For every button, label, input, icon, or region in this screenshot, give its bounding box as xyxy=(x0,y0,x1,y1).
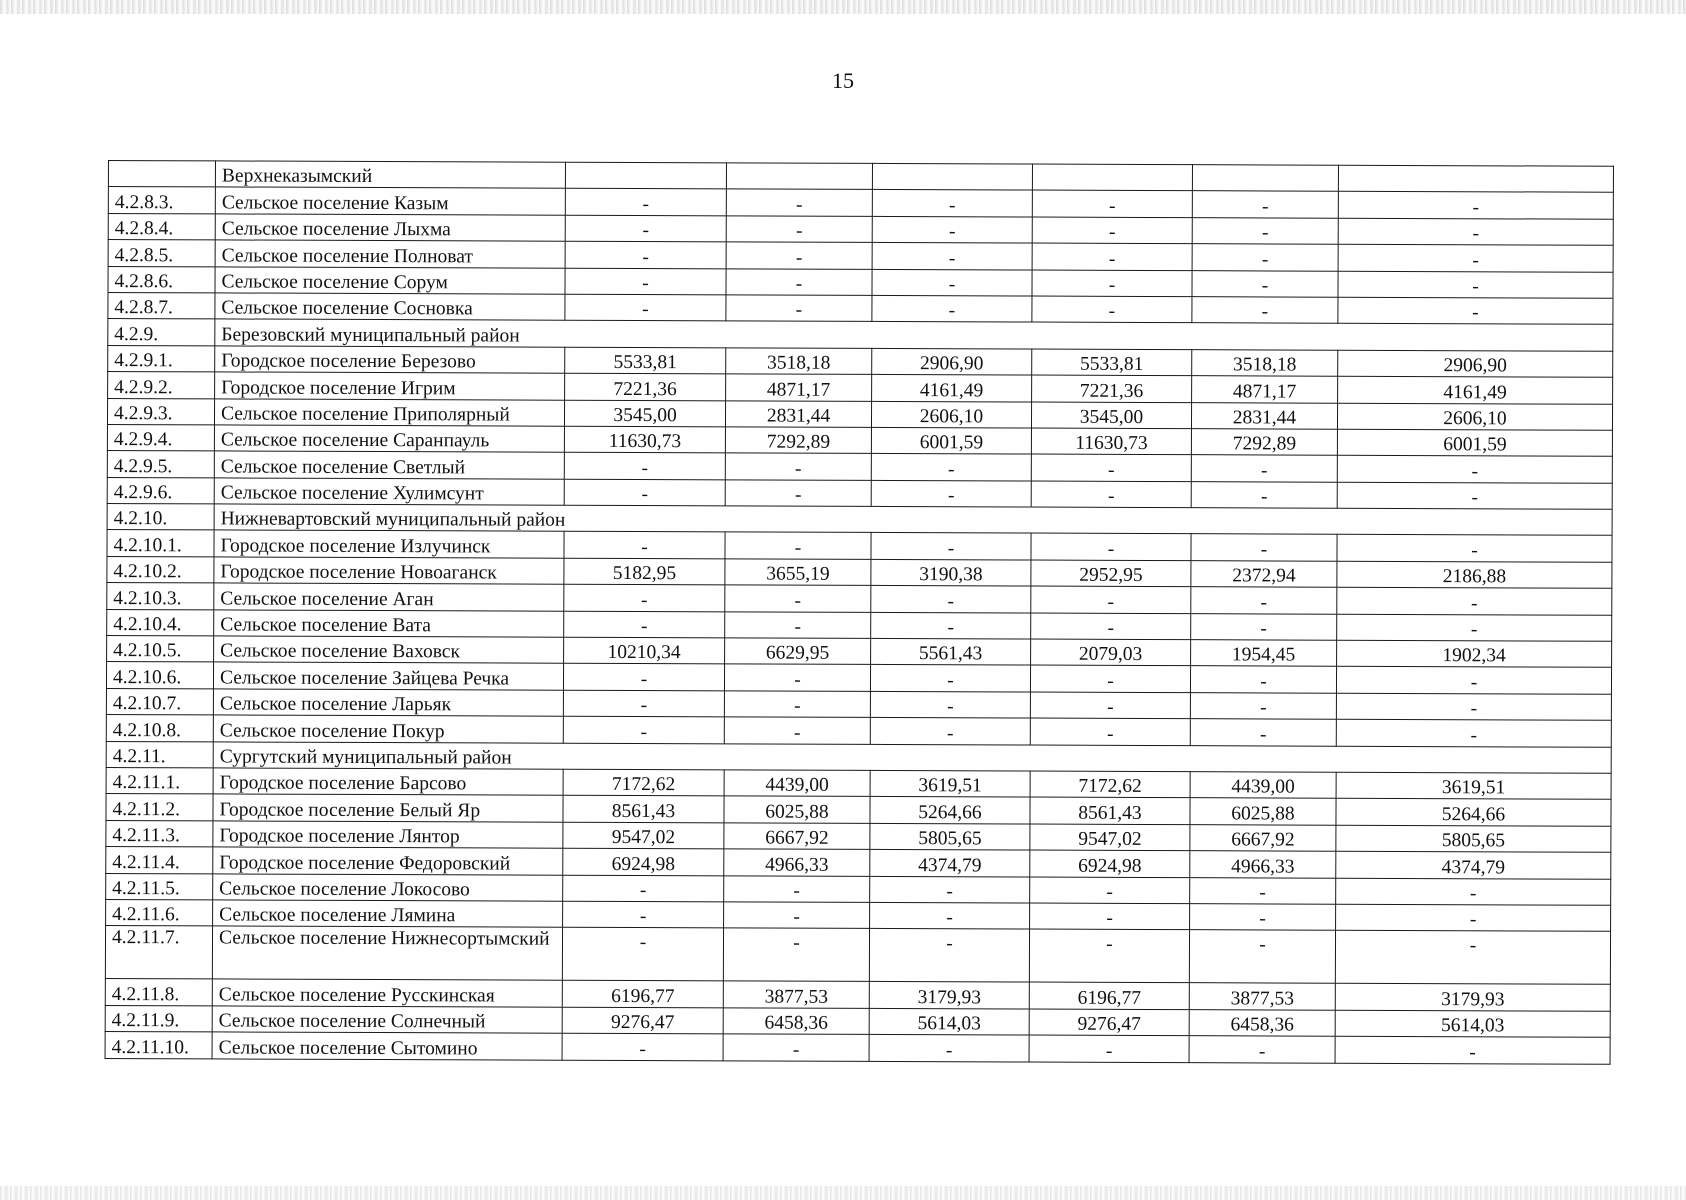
value-cell xyxy=(1192,165,1338,192)
name-cell: Сельское поселение Сытомино xyxy=(212,1032,562,1060)
code-cell: 4.2.11.10. xyxy=(105,1032,212,1059)
name-cell: Сельское поселение Нижнесортымский xyxy=(212,926,562,980)
tariff-table-container xyxy=(105,160,1613,1064)
value-cell xyxy=(1338,165,1613,192)
value-cell: - xyxy=(1031,613,1191,640)
scan-edge-bottom xyxy=(0,1186,1686,1200)
value-cell: - xyxy=(1191,534,1337,561)
code-cell xyxy=(108,161,215,188)
value-cell: 2906,90 xyxy=(872,348,1032,375)
code-cell: 4.2.10.8. xyxy=(106,715,213,742)
code-cell: 4.2.8.6. xyxy=(108,266,215,293)
name-cell: Сельское поселение Аган xyxy=(214,583,564,611)
value-cell: 4871,17 xyxy=(726,374,872,401)
code-cell: 4.2.9.4. xyxy=(107,424,214,451)
value-cell: - xyxy=(1030,877,1190,904)
value-cell: - xyxy=(1337,614,1612,641)
value-cell: - xyxy=(562,928,723,982)
value-cell: - xyxy=(1337,482,1612,509)
name-cell: Сельское поселение Полноват xyxy=(215,240,565,268)
value-cell: - xyxy=(871,454,1031,481)
value-cell: 6001,59 xyxy=(871,427,1031,454)
value-cell: - xyxy=(565,268,726,295)
value-cell: 6458,36 xyxy=(1189,1009,1335,1036)
value-cell: - xyxy=(726,216,872,243)
code-cell: 4.2.11.5. xyxy=(106,873,213,900)
code-cell: 4.2.11.1. xyxy=(106,767,213,794)
code-cell: 4.2.9. xyxy=(108,319,215,346)
value-cell: 6458,36 xyxy=(723,1008,869,1035)
value-cell: - xyxy=(1032,190,1192,217)
name-cell: Сельское поселение Лыхма xyxy=(215,214,565,242)
value-cell: - xyxy=(872,190,1032,217)
value-cell: - xyxy=(1032,243,1192,270)
value-cell xyxy=(1032,164,1192,191)
value-cell: 3655,19 xyxy=(725,559,871,586)
value-cell: - xyxy=(723,928,869,982)
value-cell: 7172,62 xyxy=(563,769,724,796)
value-cell xyxy=(872,163,1032,190)
value-cell: - xyxy=(1192,244,1338,271)
table-body xyxy=(105,161,1613,1064)
value-cell: - xyxy=(1032,296,1192,323)
value-cell: 3518,18 xyxy=(1192,349,1338,376)
value-cell: 9547,02 xyxy=(1030,824,1190,851)
value-cell: 6667,92 xyxy=(1190,824,1336,851)
value-cell: 2606,10 xyxy=(1337,403,1612,430)
value-cell: - xyxy=(563,664,724,691)
name-cell: Сельское поселение Светлый xyxy=(214,451,564,479)
name-cell: Верхнеказымский xyxy=(215,161,565,189)
code-cell: 4.2.10.6. xyxy=(106,662,213,689)
code-cell: 4.2.10.1. xyxy=(107,530,214,557)
name-cell: Городское поселение Игрим xyxy=(215,372,565,400)
value-cell: 3619,51 xyxy=(870,770,1030,797)
name-cell: Городское поселение Федоровский xyxy=(213,847,563,875)
value-cell: - xyxy=(564,479,725,506)
value-cell: - xyxy=(724,664,870,691)
name-cell: Сельское поселение Приполярный xyxy=(214,398,564,426)
value-cell: 5614,03 xyxy=(1335,1010,1610,1037)
value-cell: - xyxy=(1338,218,1613,245)
name-cell: Сельское поселение Локосово xyxy=(213,873,563,901)
value-cell: 2079,03 xyxy=(1031,639,1191,666)
value-cell: - xyxy=(1030,718,1190,745)
value-cell: 3619,51 xyxy=(1336,772,1611,799)
value-cell: - xyxy=(565,215,726,242)
value-cell: 9276,47 xyxy=(1029,1009,1189,1036)
value-cell: 6924,98 xyxy=(563,848,724,875)
value-cell: - xyxy=(1338,244,1613,271)
name-cell: Сельское поселение Казым xyxy=(215,187,565,215)
value-cell xyxy=(565,162,726,189)
table-row xyxy=(105,1032,1610,1064)
value-cell: - xyxy=(872,295,1032,322)
value-cell: 4966,33 xyxy=(724,849,870,876)
name-cell: Сельское поселение Вата xyxy=(214,610,564,638)
value-cell: - xyxy=(1031,454,1191,481)
name-cell: Сельское поселение Ларьяк xyxy=(213,689,563,717)
value-cell: - xyxy=(1336,904,1611,931)
name-cell: Сельское поселение Ваховск xyxy=(214,636,564,664)
value-cell: 6025,88 xyxy=(1190,798,1336,825)
value-cell: - xyxy=(1190,877,1336,904)
value-cell: - xyxy=(870,718,1030,745)
value-cell: - xyxy=(870,876,1030,903)
value-cell: 7172,62 xyxy=(1030,771,1190,798)
code-cell: 4.2.11.7. xyxy=(105,926,212,979)
value-cell: - xyxy=(1030,665,1190,692)
value-cell: - xyxy=(725,612,871,639)
value-cell: - xyxy=(723,1034,869,1061)
code-cell: 4.2.11.4. xyxy=(106,847,213,874)
value-cell: - xyxy=(1190,666,1336,693)
value-cell: 2906,90 xyxy=(1338,350,1613,377)
value-cell: 9547,02 xyxy=(563,822,724,849)
value-cell: - xyxy=(871,612,1031,639)
value-cell xyxy=(726,163,872,190)
value-cell: 7221,36 xyxy=(565,373,726,400)
code-cell: 4.2.8.4. xyxy=(108,213,215,240)
value-cell: 4439,00 xyxy=(724,770,870,797)
value-cell: 5561,43 xyxy=(871,638,1031,665)
value-cell: 2831,44 xyxy=(1191,402,1337,429)
value-cell: 2186,88 xyxy=(1337,561,1612,588)
value-cell: 11630,73 xyxy=(1031,428,1191,455)
value-cell: - xyxy=(1338,271,1613,298)
value-cell: - xyxy=(870,665,1030,692)
name-cell: Сельское поселение Лямина xyxy=(213,900,563,928)
value-cell: - xyxy=(726,295,872,322)
value-cell: - xyxy=(563,690,724,717)
value-cell: 7221,36 xyxy=(1032,375,1192,402)
value-cell: 10210,34 xyxy=(564,637,725,664)
code-cell: 4.2.11.3. xyxy=(106,820,213,847)
value-cell: - xyxy=(724,875,870,902)
value-cell: - xyxy=(725,585,871,612)
value-cell: - xyxy=(1030,903,1190,930)
value-cell: - xyxy=(1189,1036,1335,1063)
value-cell: - xyxy=(872,243,1032,270)
value-cell: - xyxy=(1337,456,1612,483)
name-cell: Сельское поселение Покур xyxy=(213,715,563,743)
value-cell: - xyxy=(1031,534,1191,561)
value-cell: 2831,44 xyxy=(725,400,871,427)
value-cell: 3545,00 xyxy=(1031,402,1191,429)
value-cell: - xyxy=(1192,297,1338,324)
value-cell: 5614,03 xyxy=(869,1008,1029,1035)
value-cell: - xyxy=(724,717,870,744)
code-cell: 4.2.10. xyxy=(107,504,214,531)
table-row xyxy=(105,926,1610,985)
code-cell: 4.2.11.6. xyxy=(106,899,213,926)
value-cell: - xyxy=(1191,613,1337,640)
value-cell: 11630,73 xyxy=(564,426,725,453)
value-cell: - xyxy=(726,189,872,216)
value-cell: 9276,47 xyxy=(562,1007,723,1034)
value-cell: 4966,33 xyxy=(1190,851,1336,878)
code-cell: 4.2.11.8. xyxy=(105,979,212,1006)
code-cell: 4.2.11.9. xyxy=(105,1005,212,1032)
value-cell: 1954,45 xyxy=(1191,640,1337,667)
value-cell: 5264,66 xyxy=(1336,799,1611,826)
value-cell: - xyxy=(1336,878,1611,905)
code-cell: 4.2.10.5. xyxy=(107,636,214,663)
name-cell: Сельское поселение Сосновка xyxy=(215,293,565,321)
value-cell: 4374,79 xyxy=(1336,851,1611,878)
value-cell: 4161,49 xyxy=(1338,376,1613,403)
value-cell: 5182,95 xyxy=(564,558,725,585)
value-cell: - xyxy=(725,453,871,480)
code-cell: 4.2.8.5. xyxy=(108,240,215,267)
value-cell: - xyxy=(1191,587,1337,614)
value-cell: - xyxy=(1336,667,1611,694)
value-cell: - xyxy=(1336,719,1611,746)
value-cell: - xyxy=(1031,481,1191,508)
value-cell: - xyxy=(563,901,724,928)
value-cell: - xyxy=(564,453,725,480)
value-cell: 8561,43 xyxy=(1030,797,1190,824)
value-cell: - xyxy=(869,1035,1029,1062)
name-cell: Городское поселение Березово xyxy=(215,346,565,374)
name-cell: Сельское поселение Зайцева Речка xyxy=(213,662,563,690)
value-cell: 6924,98 xyxy=(1030,850,1190,877)
name-cell: Городское поселение Новоаганск xyxy=(214,557,564,585)
page-number: 15 xyxy=(832,68,854,93)
value-cell: - xyxy=(1192,217,1338,244)
value-cell: - xyxy=(1189,930,1335,984)
value-cell: 6629,95 xyxy=(725,638,871,665)
district-name-cell: Березовский муниципальный район xyxy=(215,319,1613,351)
value-cell: 2372,94 xyxy=(1191,561,1337,588)
value-cell: - xyxy=(1190,692,1336,719)
value-cell: 6667,92 xyxy=(724,823,870,850)
code-cell: 4.2.8.3. xyxy=(108,187,215,214)
value-cell: - xyxy=(726,268,872,295)
value-cell: - xyxy=(870,902,1030,929)
value-cell: - xyxy=(1335,1036,1610,1063)
value-cell: - xyxy=(871,533,1031,560)
name-cell: Сельское поселение Саранпауль xyxy=(214,425,564,453)
name-cell: Городское поселение Излучинск xyxy=(214,530,564,558)
value-cell: 5805,65 xyxy=(870,823,1030,850)
value-cell: - xyxy=(1335,931,1610,985)
value-cell: 6025,88 xyxy=(724,796,870,823)
value-cell: - xyxy=(562,1033,723,1060)
code-cell: 4.2.10.3. xyxy=(107,583,214,610)
value-cell: - xyxy=(1336,693,1611,720)
value-cell: - xyxy=(564,532,725,559)
district-name-cell: Сургутский муниципальный район xyxy=(213,742,1611,774)
value-cell: - xyxy=(1338,297,1613,324)
value-cell: - xyxy=(1338,192,1613,219)
value-cell: 4871,17 xyxy=(1192,376,1338,403)
value-cell: 1902,34 xyxy=(1337,640,1612,667)
value-cell: - xyxy=(871,480,1031,507)
code-cell: 4.2.9.5. xyxy=(107,451,214,478)
name-cell: Городское поселение Белый Яр xyxy=(213,794,563,822)
value-cell: 3179,93 xyxy=(869,982,1029,1009)
value-cell: - xyxy=(1029,1035,1189,1062)
value-cell: - xyxy=(1191,481,1337,508)
value-cell: - xyxy=(1030,692,1190,719)
value-cell: - xyxy=(725,480,871,507)
value-cell: 3877,53 xyxy=(1189,983,1335,1010)
value-cell: 3179,93 xyxy=(1335,984,1610,1011)
value-cell: - xyxy=(1192,270,1338,297)
value-cell: - xyxy=(1032,270,1192,297)
value-cell: - xyxy=(872,216,1032,243)
tariff-table xyxy=(105,160,1614,1064)
value-cell: - xyxy=(724,902,870,929)
value-cell: 3545,00 xyxy=(564,400,725,427)
district-name-cell: Нижневартовский муниципальный район xyxy=(214,504,1612,536)
value-cell: - xyxy=(1191,455,1337,482)
value-cell: - xyxy=(1192,191,1338,218)
value-cell: 5805,65 xyxy=(1336,825,1611,852)
scan-edge-top xyxy=(0,0,1686,14)
name-cell: Сельское поселение Сорум xyxy=(215,266,565,294)
code-cell: 4.2.11.2. xyxy=(106,794,213,821)
code-cell: 4.2.10.4. xyxy=(107,609,214,636)
value-cell: 8561,43 xyxy=(563,796,724,823)
value-cell: - xyxy=(563,875,724,902)
value-cell: 6001,59 xyxy=(1337,429,1612,456)
value-cell: 2606,10 xyxy=(871,401,1031,428)
value-cell: 5533,81 xyxy=(565,347,726,374)
value-cell: - xyxy=(725,532,871,559)
value-cell: 5264,66 xyxy=(870,797,1030,824)
value-cell: - xyxy=(870,691,1030,718)
value-cell: 6196,77 xyxy=(562,981,723,1008)
code-cell: 4.2.9.1. xyxy=(108,345,215,372)
value-cell: 5533,81 xyxy=(1032,349,1192,376)
value-cell: 3190,38 xyxy=(871,559,1031,586)
code-cell: 4.2.10.2. xyxy=(107,556,214,583)
code-cell: 4.2.9.6. xyxy=(107,477,214,504)
value-cell: - xyxy=(872,269,1032,296)
value-cell: 3518,18 xyxy=(726,348,872,375)
value-cell: - xyxy=(1190,719,1336,746)
name-cell: Сельское поселение Солнечный xyxy=(212,1006,562,1034)
value-cell: - xyxy=(871,586,1031,613)
value-cell: - xyxy=(1029,929,1189,983)
value-cell: 6196,77 xyxy=(1029,982,1189,1009)
value-cell: 7292,89 xyxy=(725,427,871,454)
value-cell: 4161,49 xyxy=(872,375,1032,402)
code-cell: 4.2.11. xyxy=(106,741,213,768)
value-cell: 4439,00 xyxy=(1190,772,1336,799)
value-cell: - xyxy=(565,241,726,268)
value-cell: - xyxy=(726,242,872,269)
value-cell: - xyxy=(869,929,1029,983)
value-cell: - xyxy=(564,611,725,638)
value-cell: 7292,89 xyxy=(1191,429,1337,456)
value-cell: - xyxy=(1337,535,1612,562)
name-cell: Сельское поселение Русскинская xyxy=(212,979,562,1007)
value-cell: - xyxy=(1031,586,1191,613)
code-cell: 4.2.10.7. xyxy=(106,688,213,715)
name-cell: Городское поселение Лянтор xyxy=(213,821,563,849)
value-cell: - xyxy=(1032,217,1192,244)
code-cell: 4.2.8.7. xyxy=(108,292,215,319)
value-cell: 3877,53 xyxy=(723,981,869,1008)
value-cell: - xyxy=(565,294,726,321)
value-cell: - xyxy=(1190,904,1336,931)
value-cell: - xyxy=(563,716,724,743)
value-cell: - xyxy=(564,585,725,612)
value-cell: 4374,79 xyxy=(870,850,1030,877)
name-cell: Городское поселение Барсово xyxy=(213,768,563,796)
name-cell: Сельское поселение Хулимсунт xyxy=(214,478,564,506)
value-cell: 2952,95 xyxy=(1031,560,1191,587)
value-cell: - xyxy=(565,189,726,216)
code-cell: 4.2.9.3. xyxy=(107,398,214,425)
code-cell: 4.2.9.2. xyxy=(108,372,215,399)
value-cell: - xyxy=(1337,587,1612,614)
value-cell: - xyxy=(724,691,870,718)
